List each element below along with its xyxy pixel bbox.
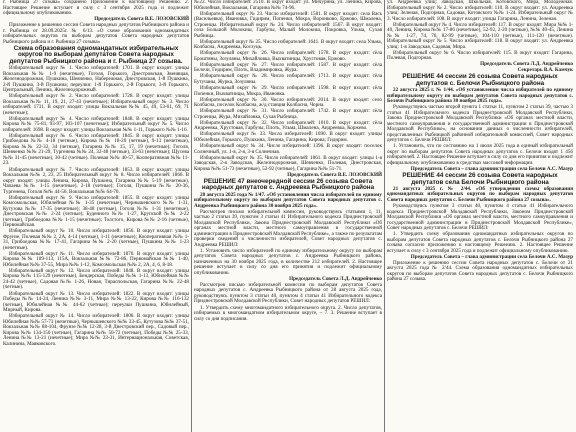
paragraph: Рассмотрев письмо избирательной комиссии по выборам депутатов Совета народных депутатов с. Андреевка Рыбницкого района от 28 августа 2025 года, руководствуясь пунктом 3 статьи 40, пунктом 4 статьи 41 Избирательного кодекса Приднестровской Молдавской Республики, Совет народных депутатов РЕШИЛ: [194, 281, 382, 305]
column-middle [194, 0, 382, 432]
paragraph: Избирательный округ № 33. Число избирателей: 1690. В округ входят: улицы Юбилейная, Горького, Пушкина, Ленина, Гагарина, Кирова; Гидирим. [194, 131, 382, 143]
paragraph: Руководствуясь частью второй пункта 1 статьи 11, пунктом 2 статьи 39, частью 3 статьи 41 Избирательного кодекса Приднестровской Молдавской Республики, Закона Приднестровской Молдавской Республики «Об органах местной власти, местного самоуправления и государственной администрации в Приднестровской Молдавской Республике», на основании данных о численности избирателей, представленных Рыбницкой районной избирательной комиссией, Совет народных депутатов с. Белочи РЕШИЛ: [387, 104, 573, 144]
paragraph: Избирательный округ № 9. Число избирателей: 1855. В округ входят: улицы Комсомольская, Юбилейная №№ 1-35 (нечетные), Чернышевского №№ 1-31, Кутузова №№ 17-35 (нечетные); 38-48 (четные), Гоголя №№ 1-31 (нечетные), Днестровская №№ 2-24 (четные); Буденного №№ 1-27, Крупской №№ 2-22 (четные), Грибоедова №№ 1-15 (нечетные); Толстого, Кирова №№ 2-16 (четные), Первомайская. [3, 194, 189, 229]
paragraph: Избирательный округ № 26. Число избирателей: 1578. В округ входят: сёла Броштяны, Зозуляны, Михайловка, Выхватинцы, Хрустовая, Ержово. [194, 50, 382, 62]
paragraph: №22. Число избирателей: 2510. В округ входят: ул. Мичурина, ул. Ленина, Кирова, Юбилейная, Вокзальная, Гагарина №№ 74-96. [194, 0, 382, 11]
paragraph: Избирательный округ № 28. Число избирателей: 1713. В округ входят: сёла Бутучаны, Журка, Зозуляны. [194, 73, 382, 85]
paragraph: 1. Утвердить схему образования одномандатных избирательных округов по выборам депутатов Совета народных депутатов с. Белочи Рыбницкого района 27 созыва согласно приложению к настоящему Решению. 2. Настоящее Решение вступает в силу с 3 сентября 2025 года и подлежит официальному опубликованию. [387, 231, 573, 254]
section-heading: РЕШЕНИЕ 44 сессии 26 созыва Совета народных депутатов с. Белочи Рыбницкого района [402, 73, 558, 88]
paragraph: Избирательный округ № 25. Число избирателей: 1641. В округ входят: села Ульма, Колбасна, Андреевка, Косэуць. [194, 38, 382, 51]
section-heading: РЕШЕНИЕ 44 сессии 26 созыва Совета народных депутатов села Белочи Рыбницкого района [402, 172, 558, 186]
paragraph: Избирательный округ № 34. Число избирателей: 1396. В округ входят: поселок Солнечный, ул. 1-я, 2-я, 3-я Солнечная. [194, 143, 382, 155]
paragraph: Избирательный округ № 6. Число избирателей: 1845. В округ входят: улицы Грибоедова №№ 4-18 (четные), Кирова №№ 18-20 (четные), 9-13 (нечетные), Кирова №№ 22-32, 34 (четные), Гагарина №№ 15, 17, 19 (нечетные); Гоголя, Шевченко №№ 21-29, Тургенева №№ 24, 32-48 (четные), 33-63 (нечетные); Щусева №№ 31-45 (нечетные), 30-42 (четные). Полевая №№ 40-57, Кооперативная №№ 11-23. [3, 132, 189, 167]
paragraph: г. Рыбница 27 созыва» сохранено Приложение к настоящему Решению. 2. Настоящее Решение вступает в силу с 3 сентября 2025 года и подлежит официальному опубликованию. [3, 0, 189, 16]
paragraph: Рассмотрев письмо избирательной комиссии, руководствуясь статьями 1, 11, частью 2 статьи 39, пунктом 3 статьи 41 Избирательного кодекса Приднестровской Молдавской Республики, Закона Приднестровской Молдавской Республики «Об органах местной власти, местного самоуправления и государственной администрации в Приднестровской Молдавской Республике», а также по результатам проверки сведений о численности избирателей, Совет народных депутатов с. Андреевка РЕШИЛ: [194, 208, 382, 248]
signature-line: Председатель Совета Л.Д. Андрейченко [289, 275, 382, 282]
column-divider [191, 0, 192, 432]
signature-line: Председатель Совета В.Е. ЛОЗОВСКИЙ [94, 16, 189, 23]
signature-line: Председатель Совета – глава администрации села Белочи А.С. Мазур [410, 166, 573, 173]
section-heading: РЕШЕНИЕ 47 внеочередной сессии 26 созыва Совета народных депутатов с. Андреевка Рыбницкого района [201, 177, 375, 192]
paragraph: Избирательный округ № 2. Число избирателей: 1728. В округ входят: улицы Вокзальная №№ 11, 19, 21, 27-43 (нечетные); Избирательный округ № 3. Число избирателей: 1731. В округ входят: улицы Вокзальная №№ 45, 49, 53-61, 69, 71 (нечетные); [3, 93, 189, 116]
paragraph: Избирательный округ № 6. Число избирателей: 115. В округ входят: Гагарина, Полевая, Подгорная. [387, 49, 573, 62]
signature-line: Председатель Совета – глава администрации села Белочи А.С. Мазур [410, 253, 573, 260]
paragraph: Избирательный округ № 7. Число избирателей: 1853. В округ входят: улицы Вокзальная №№ 2, 23, 25 Избирательный округ № 8. Число избирателей: 1866. В округ входят: улицы Ленина, Кирова, Пушкина, Гагарина №№ 5-19 (нечетные), Чапаева №№ 1-15 (нечетные), 2-18 (четные); Гоголя, Пушкина №№ 20-36, Тургенева, Гоголя №№ 44-56, Вокзальная №№ 64-70. [3, 166, 189, 195]
paragraph: Избирательный округ № 10. Число избирателей: 1856. В округ входят: улицы Фрунзе, Полевая №№ 2, 2А, 4-14 (четные), 1-11 (нечетные); Кооперативная №№ 1-31, Грибоедова №№ 17-41, Гагарина №№ 2-20 (четные), Пушкина №№ 1-23 (нечетные). [3, 228, 189, 251]
paragraph: Приложение к решению сессии Совета народных депутатов Рыбницкого района и г. Рыбница от 28.09.2025г. № 6/13. «О схеме образования одномандатных избирательных округов по выборам депутатов Совета народных депутатов Рыбницкого района и г. Рыбница 27 созыва» [3, 22, 189, 45]
paragraph: Избирательный округ № 11. Число избирателей: 1870. В округ входят: улицы Кирова №№ 109-113, 115А, Вокзальная №№ 72-86, Первомайская №№ 1-40, Юбилейная №№ 37-55, Мира №№ 1-12, Комсомольская №№ 2, 2А, 4, 6, 8-18. [3, 250, 189, 268]
paragraph: Избирательный округ № 4. Число избирателей: 1848. В округ входят: улицы Кирова №№ 75-81, 93-97, 103-107 (нечетные); Избирательный округ № 5. Число избирателей: 1698. В округ входят: улицы Вокзальная №№ 1-11, Горького №№ 1-16. [3, 115, 189, 133]
paragraph: 1. Установить число избирателей по единому избирательному округу по выборам депутатов Совета народных депутатов с. Андреевка Рыбницкого района, назначенных на 30 ноября 2025 года, в количестве 212 избирателей. 2. Настоящее решение вступает в силу со дня его принятия и подлежит официальному опубликованию. [194, 247, 382, 276]
paragraph: Руководствуясь пунктом 3 статьи 40, пунктом 4 статьи 41 Избирательного кодекса Приднестровской Молдавской Республики, Законом Приднестровской Молдавской Республики «Об органах местной власти, местного самоуправления и государственной администрации в Приднестровской Молдавской Республике», Совет народных депутатов с. Белочи РЕШИЛ: [387, 203, 573, 231]
paragraph: Избирательный округ № 4. Число избирателей: 117. В округ входят: Мира №№ 1-40, Ленина, Кирова №№ 17-86 (нечетные), 52-92, 2-20 (четные), №№ 40-45, Ленина №№ 1-27, 74, 76, 82-99 (четные), 104-110 (четные), 111-120 (нечетные). Избирательный округ № 5. Число избирателей: 118. В округ входят: ул. Андреевка улиц: 1-я Заводская, Садовая, Мира. [387, 21, 573, 50]
column-right [387, 0, 573, 432]
paragraph: ул. Андреевка улиц: Заводская, Школьная, Котовского, Мира, Молодежная. Избирательный округ № 2. Число избирателей: 110. В округ входят: ул. Андреевка улиц: Зеленая, Подгорная, Садовая, Котовского №№ 1-24. Избирательный округ № 3. Число избирателей: 108. В округ входят: улицы Гагарина, Ленина, Зеленая. [387, 0, 573, 22]
paragraph: Приложение к решению сессии Совета народных депутатов с. Белочи от 21 августа 2025 года № 2/44. Схема образования одномандатных избирательных округов по выборам депутатов Совета народных депутатов с. Белочи Рыбницкого района 27 созыва. [387, 259, 573, 283]
document-title: 22 августа 2025 г. № 1/44. «Об установлении числа избирателей по единому избирательному округу по выборам депутатов Совета народных депутатов с. Белочи Рыбницкого района 30 ноября 2025 года». [387, 87, 573, 105]
column-divider [384, 0, 385, 432]
paragraph: Избирательный округ № 23. Число избирателей: 1581. В округ входят: села Вась (Васильевка), Ивановка, Гидирим, Попенки, Мокра, Воронково, Ержово, Шмалена, Строенцы. Избирательный округ № 24. Число избирателей: 1567. В округ входят: села Большой Молокиш, Гарбузы, Малый Молокиш, Покровка, Ульма, Сухая Рыбница. [194, 10, 382, 39]
paragraph: Избирательный округ № 13. Число избирателей: 1822. В округ входят: улицы Победы №№ 14-24, Ленина №№ 3-11, Мира №№ 13-22, Кирова №№ 116-132 (четные), Юбилейная №№ 44-62 (четные); переулки Пушкина, Юбилейный, Мирный, Кирова. [3, 290, 189, 313]
paragraph: 1. Установить, что по состоянию на 1 июля 2025 года в единый избирательный округ по выборам депутатов Совета народных депутатов с. Белочи входят 1 456 избирателей. 2. Настоящее Решение вступает в силу со дня его принятия и подлежит официальному опубликованию в средствах массовой информации. [387, 143, 573, 166]
paragraph: 1. Утвердить схему многомандатного избирательного округа. 2. Число депутатов, избираемых в многомандатном избирательном округе, – 7. 3. Решение вступает в силу со дня подписания. [194, 304, 382, 322]
paragraph: Избирательный округ № 12. Число избирателей: 1848. В округ входят: улицы Кирова №№ 115-129 (нечетные), Бендерская, Победы №№ 1-13, Юбилейная №№ 24-42 (четные), Садовая №№ 1-26, Новая, Тираспольская, Гагарина №№ 22-48 (четные). [3, 267, 189, 291]
paragraph: Избирательный округ № 14. Число избирателей: 1806. В округ входят: улицы Юбилейная №№ 57-73 (нечетные), Чернышевского №№ 33-45, Кутузова №№ 37-51, Вокзальная №№ 88-104, Фрунзе №№ 12-28, 3-й Днестровский пер., Садовый пер., Кирова №№ 134-150 (четные), Гагарина №№ 50-72 (четные), Победы №№ 25-33, Ленина №№ 13-21 (нечетные); Мира №№ 23-31, Интернациональная, Советская, Калинина, Маяковского. [3, 313, 189, 347]
document-title: 21 августа 2025 г. № 2/44. «Об утверждении схемы образования одномандатных избирательных округов по выборам народных депутатов Совета народных депутатов с. Белочи Рыбницкого района 27 созыва». [387, 185, 573, 203]
paragraph: Избирательный округ № 29. Число избирателей: 1598. В округ входят: сёла Попенки, Выхватинцы, Мокра, Ивановка. [194, 85, 382, 97]
paragraph: Избирательный округ № 35. Число избирателей: 1861. В округ входят: улицы 1-я Заводская, 2-я Заводская, Железнодорожная, Шевченко, Полевая, Днестровская, Кирова №№ 51-73 (нечетные), 52-92 (четные), Гагарина №№ 51-71. [194, 154, 382, 172]
paragraph: Избирательный округ № 32. Число избирателей: 1010. В округ входят: сёла Андреевка, Хрустовая, Гарбузы, Плоть, Ульма, Шмалена, Андреевка, Коржево. [194, 119, 382, 132]
signature-line: Секретарь В.А. Камчук [517, 67, 573, 74]
document-title: 28 августа 2025 года № 1/47. «Об установлении числа избирателей по единому избирательному округу по выборам депутатов Совета народных депутатов с. Андреевка Рыбницкого района 30 ноября 2025 года». [194, 191, 382, 209]
signature-line: Председатель Совета Л.Д. Андрейченко [480, 61, 573, 68]
column-left [3, 0, 189, 432]
paragraph: Избирательный округ № 27. Число избирателей: 1587. В округ входят: сёла Белочи, Гидирим, Плоть, Владимировка, Жура. [194, 61, 382, 74]
paragraph: Избирательный округ № 31. Число избирателей: 1742. В округ входят: сёла Строенцы, Жура, Михайловка, Сухая Рыбница. [194, 108, 382, 120]
signature-line: Председатель Совета В.Е. ЛОЗОВСКИЙ [287, 171, 382, 178]
section-heading: Схема образования одномандатных избирательных округов по выборам депутатов Совета народных депутатов Рыбницкого района и г. Рыбница 27 созыва. [9, 44, 183, 65]
paragraph: Избирательный округ № 30. Число избирателей: 2014. В округ входят: село Колбасна, поселок Колбасна, ж/д станция Колбасна, Чорна. [194, 96, 382, 109]
paragraph: Избирательный округ № 1. Число избирателей: 1701. В округ входят: улицы Вокзальная №№ 1-9 (нечетные), Гоголя, Горького, Днестровская, Звенящая, Железнодорожная, Пушкина, Шевченко, Набережная, Днестровская, 1-й Пушкина, 2-й Пушкина, 3-й Пушкина; переулки: 1-й Горького, 2-й Горького, 3-й Горького, Центральный, Ленина, Железнодорожный. [3, 65, 189, 94]
